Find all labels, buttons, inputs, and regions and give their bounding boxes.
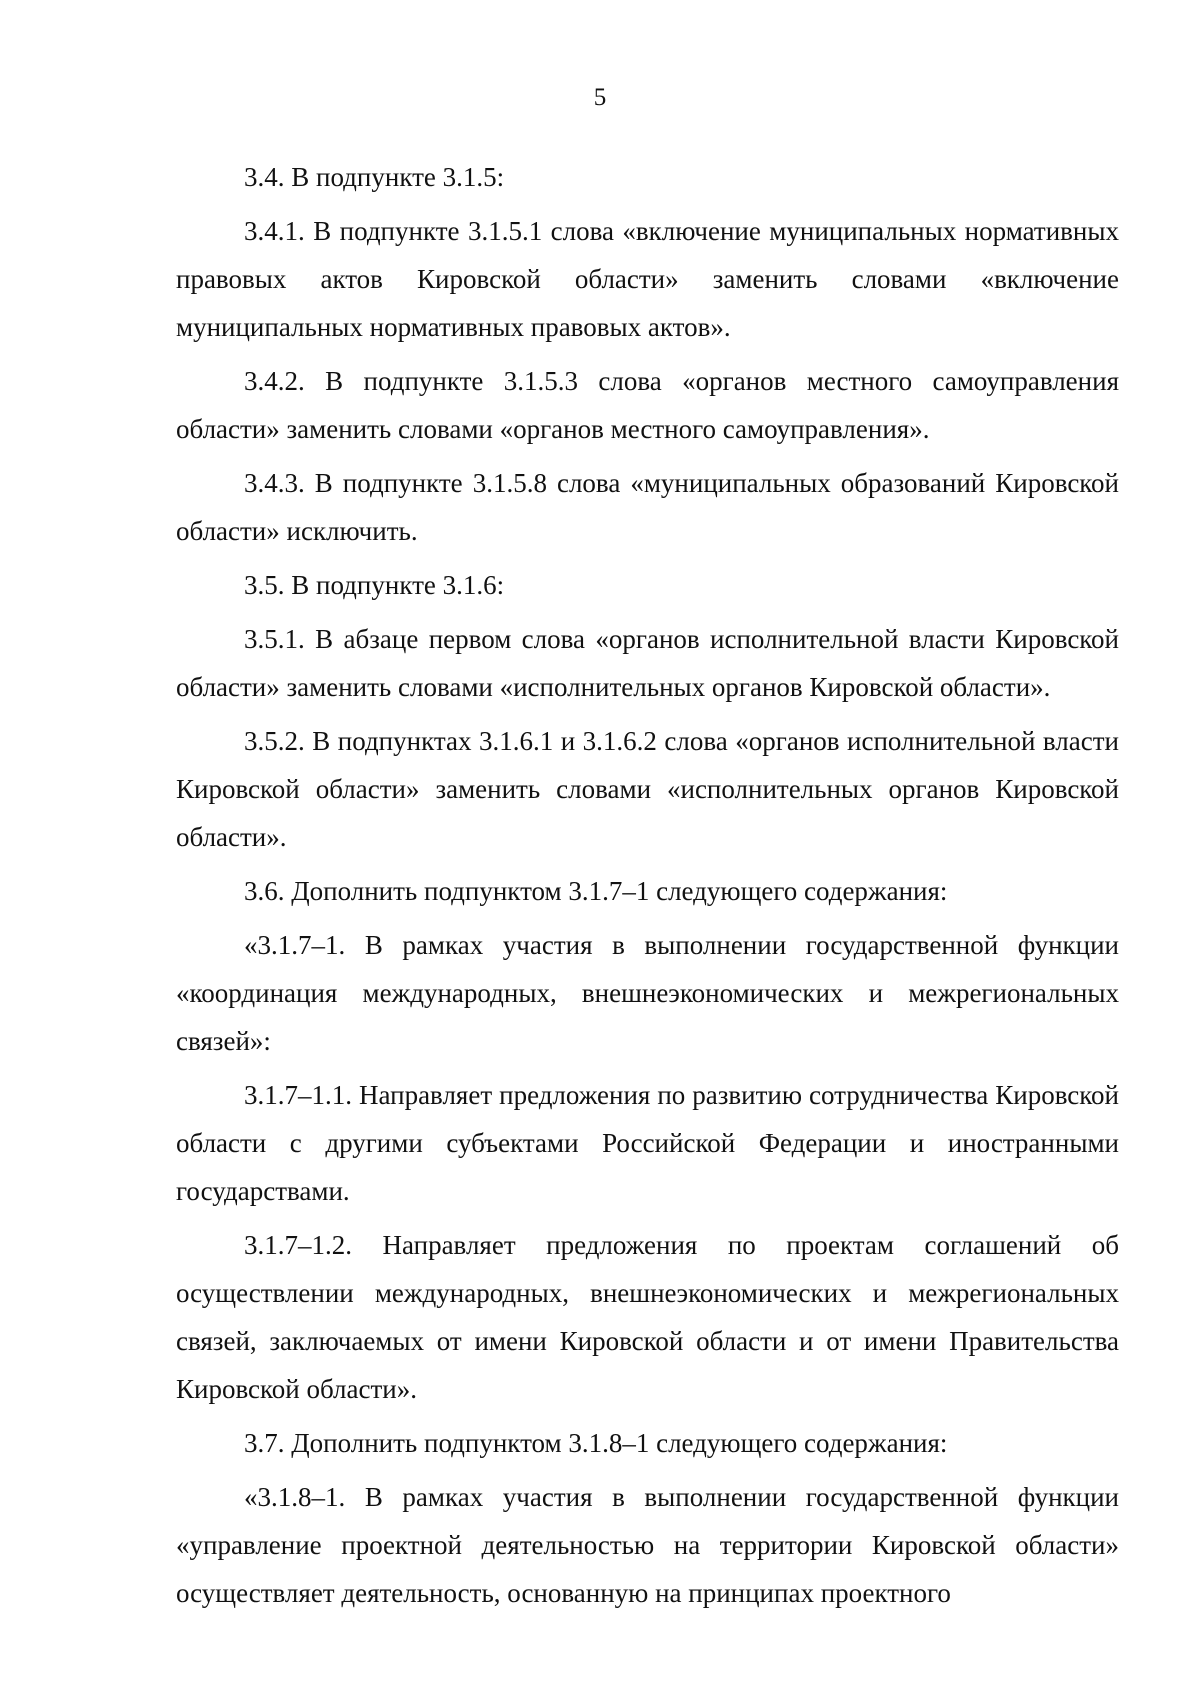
paragraph-3-4-2: 3.4.2. В подпункте 3.1.5.3 слова «органов местного самоуправления области» заменить словами «органов местного самоуправления». [176,366,1119,444]
paragraph-3-4-3: 3.4.3. В подпункте 3.1.5.8 слова «муниципальных образований Кировской области» исключить. [176,468,1119,546]
paragraph-3-4-1: 3.4.1. В подпункте 3.1.5.1 слова «включение муниципальных нормативных правовых актов Кировской области» заменить словами «включение муниципальных нормативных правовых актов». [176,216,1119,342]
paragraph-3-1-8-1: «3.1.8–1. В рамках участия в выполнении государственной функции «управление проектной деятельностью на территории Кировской области» осуществляет деятельность, основанную на принципах проектного [176,1482,1119,1608]
paragraph-3-5-2: 3.5.2. В подпунктах 3.1.6.1 и 3.1.6.2 слова «органов исполнительной власти Кировской области» заменить словами «исполнительных органов Кировской области». [176,726,1119,852]
page-number: 5 [593,84,607,111]
paragraph-3-5-1: 3.5.1. В абзаце первом слова «органов исполнительной власти Кировской области» заменить словами «исполнительных органов Кировской области». [176,624,1119,702]
document-body [176,153,1119,1623]
paragraph-3-4: 3.4. В подпункте 3.1.5: [244,162,505,192]
paragraph-3-1-7-1-2: 3.1.7–1.2. Направляет предложения по проектам соглашений об осуществлении международных, внешнеэкономических и межрегиональных связей, заключаемых от имени Кировской области и от имени Правительства Кировской области». [176,1230,1119,1404]
paragraph-3-7: 3.7. Дополнить подпунктом 3.1.8–1 следующего содержания: [244,1428,948,1458]
paragraph-3-5: 3.5. В подпункте 3.1.6: [244,570,505,600]
paragraph-3-6: 3.6. Дополнить подпунктом 3.1.7–1 следующего содержания: [244,876,948,906]
paragraph-3-1-7-1: «3.1.7–1. В рамках участия в выполнении государственной функции «координация международных, внешнеэкономических и межрегиональных связей»: [176,930,1119,1056]
paragraph-3-1-7-1-1: 3.1.7–1.1. Направляет предложения по развитию сотрудничества Кировской области с другими субъектами Российской Федерации и иностранными государствами. [176,1080,1119,1206]
